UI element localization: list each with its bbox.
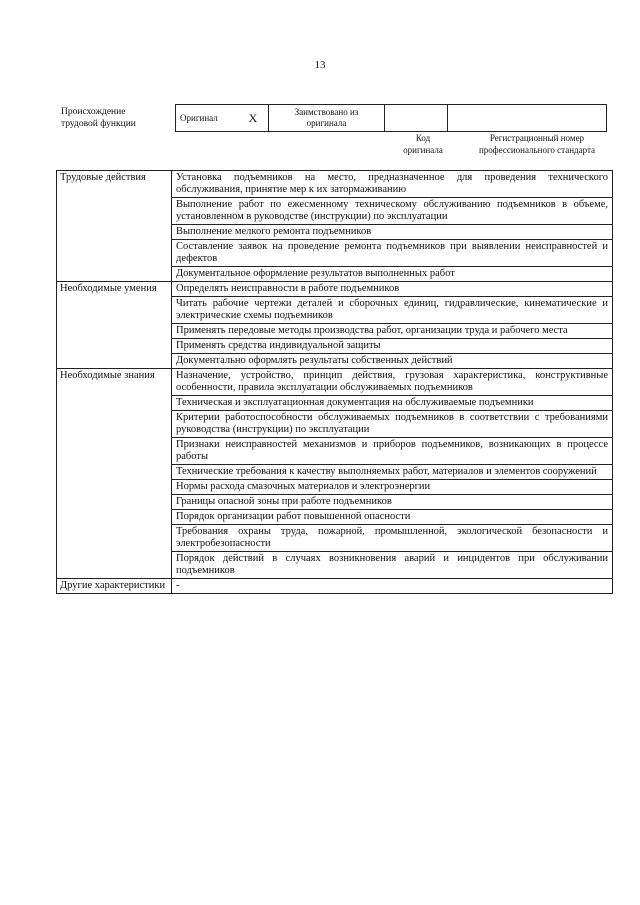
table-cell: Применять передовые методы производства работ, организации труда и рабочего места [172,324,613,339]
function-table [56,170,613,594]
group-header: Трудовые действия [57,171,172,282]
table-cell: Критерии работоспособности обслуживаемых подъемников в соответствии с требованиями руководства (инструкции) по эксплуатации [172,411,613,438]
table-cell: Установка подъемников на место, предназначенное для проведения технического обслуживания, принятие мер к их затормаживанию [172,171,613,198]
table-cell: Порядок действий в случаях возникновения аварий и инцидентов при обслуживании подъемников [172,552,613,579]
borrowed-label [269,105,385,132]
table-cell: Техническая и эксплуатационная документация на обслуживаемые подъемники [172,396,613,411]
table-row [57,282,613,297]
table-cell: Составление заявок на проведение ремонта подъемников при выявлении неисправностей и дефектов [172,240,613,267]
code-line1: Код [415,133,431,143]
table-row [57,171,613,198]
table-cell: Требования охраны труда, пожарной, промышленной, экологической безопасности и электробезопасности [172,525,613,552]
table-cell: Применять средства индивидуальной защиты [172,339,613,354]
table-cell: Выполнение работ по ежесменному техническому обслуживанию подъемников в объеме, установленном в руководстве (инструкции) по эксплуатации [172,198,613,225]
table-cell: Технические требования к качеству выполняемых работ, материалов и элементов сооружений [172,465,613,480]
reg-line1: Регистрационный номер [489,133,585,143]
group-header: Необходимые умения [57,282,172,369]
group-header: Другие характеристики [57,579,172,594]
table-cell: Читать рабочие чертежи деталей и сборочных единиц, гидравлические, кинематические и электрические схемы подъемников [172,297,613,324]
borrowed-line1: Заимствовано из [294,107,359,117]
table-cell: Границы опасной зоны при работе подъемников [172,495,613,510]
origin-label-line2: трудовой функции [61,119,136,129]
original-mark: X [238,105,269,132]
code-original-label [398,132,448,156]
table-cell: Нормы расхода смазочных материалов и электроэнергии [172,480,613,495]
origin-label [61,106,171,130]
table-cell: Назначение, устройство, принцип действия, грузовая характеристика, конструктивные особенности, правила эксплуатации обслуживаемых подъемников [172,369,613,396]
group-header: Необходимые знания [57,369,172,579]
table-cell: Выполнение мелкого ремонта подъемников [172,225,613,240]
original-label: Оригинал [176,105,239,132]
table-cell: - [172,579,613,594]
reg-line2: профессионального стандарта [478,145,596,155]
reg-number-cell [448,105,607,132]
table-cell: Определять неисправности в работе подъемников [172,282,613,297]
table-row [57,579,613,594]
origin-table [175,104,607,132]
table-cell: Порядок организации работ повышенной опасности [172,510,613,525]
borrowed-line2: оригинала [306,118,347,128]
table-cell: Документальное оформление результатов выполненных работ [172,267,613,282]
table-row [57,369,613,396]
reg-number-label [462,132,612,156]
code-line2: оригинала [403,145,443,155]
origin-label-line1: Происхождение [61,107,126,117]
code-cell [385,105,448,132]
page-number: 13 [314,59,326,71]
table-cell: Признаки неисправностей механизмов и приборов подъемников, возникающих в процессе работы [172,438,613,465]
table-cell: Документально оформлять результаты собственных действий [172,354,613,369]
